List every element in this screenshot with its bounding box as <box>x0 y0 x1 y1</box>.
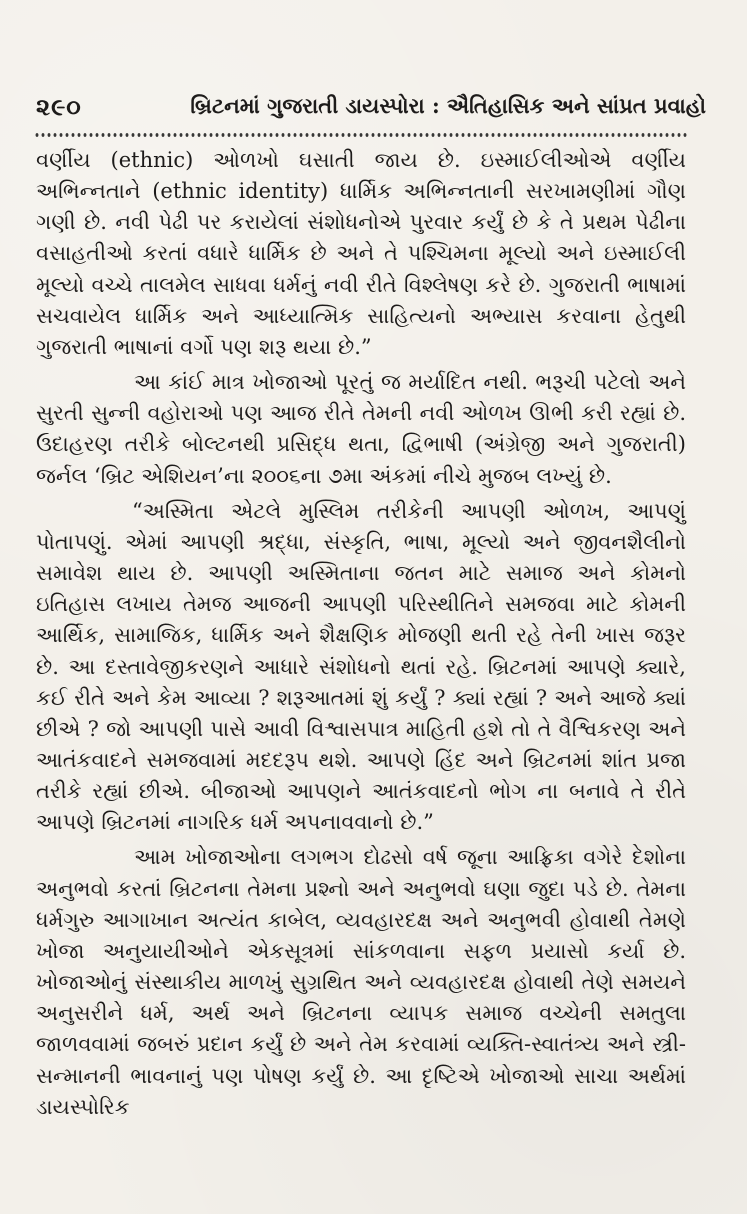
paragraph-1: વર્ણીય (ethnic) ઓળખો ઘસાતી જાય છે. ઇસ્માઈલીઓએ વર્ણીય અભિન્નતાને (ethnic identity) ધાર્મિક અભિન્નતાની સરખામણીમાં ગૌણ ગણી છે. નવી પેઢી પર કરાયેલાં સંશોધનોએ પુરવાર કર્યું છે કે તે પ્રથમ પેઢીના વસાહતીઓ કરતાં વધારે ધાર્મિક છે અને તે પશ્ચિમના મૂલ્યો અને ઇસ્માઈલી મૂલ્યો વચ્ચે તાલમેલ સાધવા ધર્મનું નવી રીતે વિશ્લેષણ કરે છે. ગુજરાતી ભાષામાં સચવાયેલ ધાર્મિક અને આધ્યાત્મિક સાહિત્યનો અભ્યાસ કરવાના હેતુથી ગુજરાતી ભાષાનાં વર્ગો પણ શરૂ થયા છે.” <box>36 148 686 359</box>
page-header <box>34 92 710 128</box>
paragraph-4: આમ ખોજાઓના લગભગ દોઢસો વર્ષ જૂના આફ્રિકા વગેરે દેશોના અનુભવો કરતાં બ્રિટનના તેમના પ્રશ્નો અને અનુભવો ઘણા જુદા પડે છે. તેમના ધર્મગુરુ આગાખાન અત્યંત કાબેલ, વ્યવહારદક્ષ અને અનુભવી હોવાથી તેમણે ખોજા અનુયાયીઓને એકસૂત્રમાં સાંકળવાના સફળ પ્રયાસો કર્યા છે. ખોજાઓનું સંસ્થાકીય માળખું સુગ્રથિત અને વ્યવહારદક્ષ હોવાથી તેણે સમયને અનુસરીને ધર્મ, અર્થ અને બ્રિટનના વ્યાપક સમાજ વચ્ચેની સમતુલા જાળવવામાં જબરું પ્રદાન કર્યું છે અને તેમ કરવામાં વ્યક્તિ-સ્વાતંત્ર્ય અને સ્ત્રી-સન્માનની ભાવનાનું પણ પોષણ કર્યું છે. આ દૃષ્ટિએ ખોજાઓ સાચા અર્થમાં ડાયસ્પોરિક <box>36 845 686 1119</box>
body-text <box>36 145 686 1127</box>
page-number: ૨૯૦ <box>36 92 82 121</box>
header-rule <box>34 131 688 139</box>
running-title: બ્રિટનમાં ગુજરાતી ડાયસ્પોરા : ઐતિહાસિક અને સાંપ્રત પ્રવાહો <box>190 93 706 118</box>
quote-paragraph: “અસ્મિતા એટલે મુસ્લિમ તરીકેની આપણી ઓળખ, આપણું પોતાપણું. એમાં આપણી શ્રદ્ધા, સંસ્કૃતિ, ભાષા, મૂલ્યો અને જીવનશૈલીનો સમાવેશ થાય છે. આપણી અસ્મિતાના જતન માટે સમાજ અને કોમનો ઇતિહાસ લખાય તેમજ આજની આપણી પરિસ્થીતિને સમજવા માટે કોમની આર્થિક, સામાજિક, ધાર્મિક અને શૈક્ષણિક મોજણી થતી રહે તેની ખાસ જરૂર છે. આ દસ્તાવેજીકરણને આધારે સંશોધનો થતાં રહે. બ્રિટનમાં આપણે ક્યારે, કઈ રીતે અને કેમ આવ્યા ? શરૂઆતમાં શું કર્યું ? ક્યાં રહ્યાં ? અને આજે ક્યાં છીએ ? જો આપણી પાસે આવી વિશ્વાસપાત્ર માહિતી હશે તો તે વૈશ્વિકરણ અને આતંકવાદને સમજવામાં મદદરૂપ થશે. આપણે હિંદ અને બ્રિટનમાં શાંત પ્રજા તરીકે રહ્યાં છીએ. બીજાઓ આપણને આતંકવાદનો ભોગ ના બનાવે તે રીતે આપણે બ્રિટનમાં નાગરિક ધર્મ અપનાવવાનો છે.” <box>36 498 686 835</box>
paragraph-2: આ કાંઈ માત્ર ખોજાઓ પૂરતું જ મર્યાદિત નથી. ભરૂચી પટેલો અને સુરતી સુન્ની વહોરાઓ પણ આજ રીતે તેમની નવી ઓળખ ઊભી કરી રહ્યાં છે. ઉદાહરણ તરીકે બોલ્ટનથી પ્રસિદ્ધ થતા, દ્વિભાષી (અંગ્રેજી અને ગુજરાતી) જર્નલ ‘બ્રિટ એશિયન’ના ૨૦૦૬ના ૭મા અંકમાં નીચે મુજબ લખ્યું છે. <box>36 370 686 488</box>
